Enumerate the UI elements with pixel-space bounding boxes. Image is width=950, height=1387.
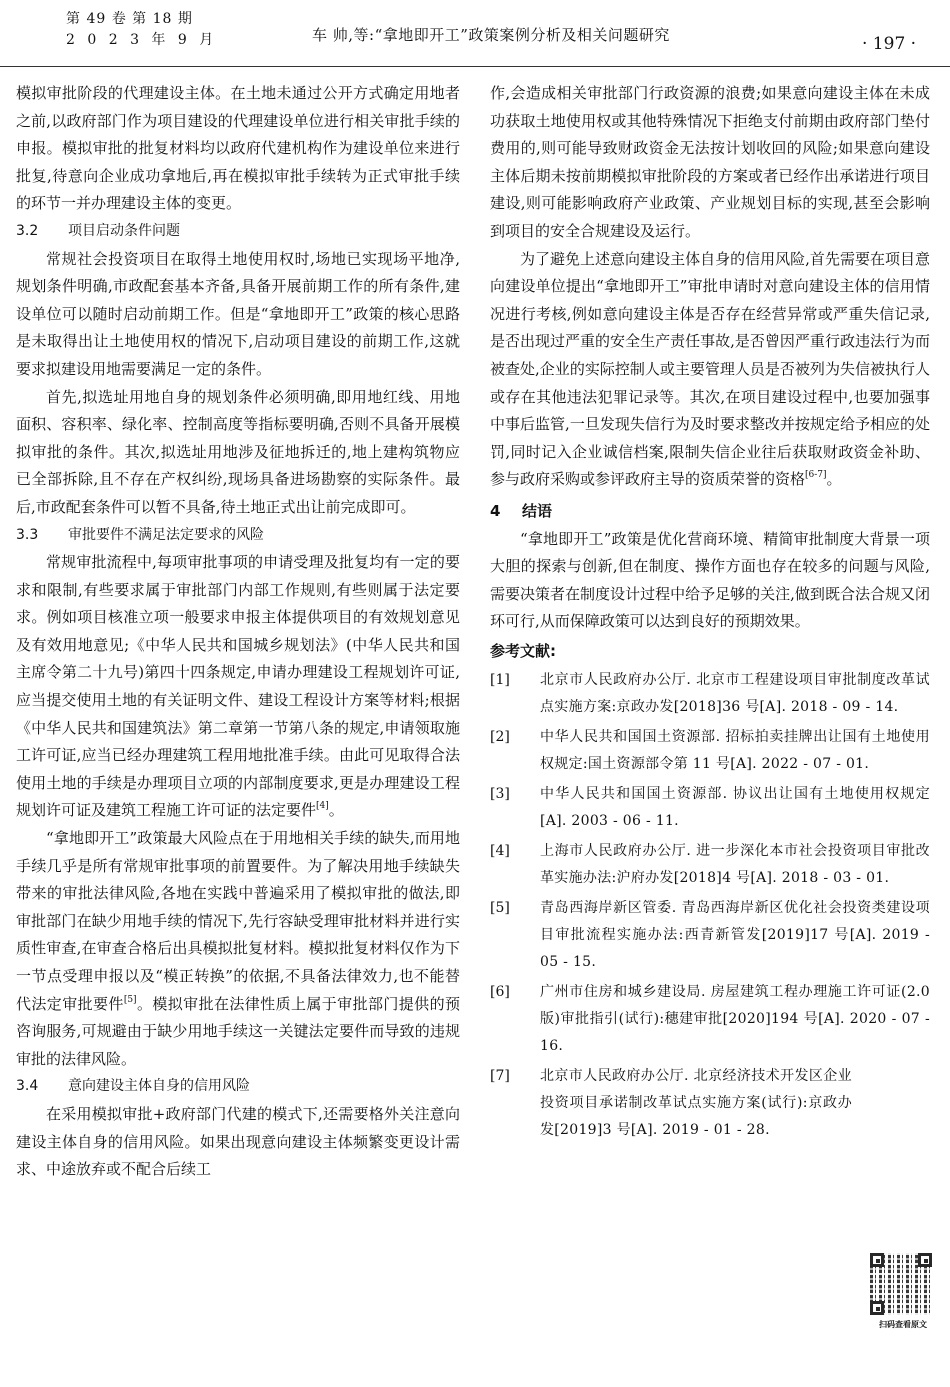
reference-item xyxy=(490,1063,930,1144)
section-heading-3-3 xyxy=(16,522,460,550)
reference-text: 北京市人民政府办公厅. 北京市工程建设项目审批制度改革试点实施方案:京政办发[2018]36 号[A]. 2018 - 09 - 14. xyxy=(540,672,930,716)
article-running-title: 车 帅,等:“拿地即开工”政策案例分析及相关问题研究 xyxy=(312,26,670,44)
reference-number: [6] xyxy=(490,984,510,1001)
paragraph-end: 。 xyxy=(328,801,344,820)
citation[interactable]: [4] xyxy=(316,801,329,812)
paragraph-text: “拿地即开工”政策最大风险点在于用地相关手续的缺失,而用地手续几乎是所有常规审批事项的前置要件。为了解决用地手续缺失带来的审批法律风险,各地在实践中普遍采用了模拟审批的做法,即审批部门在缺少用地手续的情况下,先行容缺受理审批材料并进行实质性审查,在审查合格后出具模拟批复材料。模拟批复材料仅作为下一节点受理申报以及“模正转换”的依据,不具备法律效力,也不能替代法定审批要件 xyxy=(16,829,460,1013)
reference-number: [1] xyxy=(490,672,510,689)
paragraph: 在采用模拟审批+政府部门代建的模式下,还需要格外关注意向建设主体自身的信用风险。如果出现意向建设主体频繁变更设计需求、中途放弃或不配合后续工 xyxy=(16,1104,460,1179)
qr-finder-pattern xyxy=(918,1253,932,1267)
reference-number: [3] xyxy=(490,786,510,803)
paragraph xyxy=(16,825,460,1073)
paragraph-end: 。 xyxy=(826,470,842,489)
running-header xyxy=(0,0,950,67)
journal-volume: 第 49 卷 第 18 期 xyxy=(66,11,193,27)
section-title: 结语 xyxy=(522,501,553,520)
paragraph-text: 为了避免上述意向建设主体自身的信用风险,首先需要在项目意向建设单位提出“拿地即开工”审批申请时对意向建设主体的信用情况进行考核,例如意向建设主体是否存在经营异常或严重失信记录,是否出现过严重的安全生产责任事故,是否曾因严重行政违法行为而被查处,企业的实际控制人或主要管理人员是否被列为失信被执行人或存在其他违法犯罪记录等。其次,在项目建设过程中,也要加强事中事后监管,一旦发现失信行为及时要求整改并按规定给予相应的处罚,同时记入企业诚信档案,限制失信企业往后获取财政资金补助、参与政府采购或参评政府主导的资质荣誉的资格 xyxy=(490,249,930,489)
section-heading-3-4 xyxy=(16,1073,460,1101)
left-column xyxy=(16,80,460,1184)
right-column xyxy=(490,80,930,1147)
reference-item xyxy=(490,724,930,778)
paragraph-text: 。模拟审批在法律性质上属于审批部门提供的预咨询服务,可规避由于缺少用地手续这一关键法定要件而导致的违规审批的法律风险。 xyxy=(16,994,460,1068)
reference-text: 北京市人民政府办公厅. 北京经济技术开发区企业投资项目承诺制改革试点实施方案(试行):京政办发[2019]3 号[A]. 2019 - 01 - 28. xyxy=(540,1068,852,1139)
reference-item xyxy=(490,838,930,892)
section-number: 3.3 xyxy=(16,526,39,543)
reference-item xyxy=(490,895,930,976)
citation[interactable]: [6-7] xyxy=(805,470,827,481)
paragraph: 作,会造成相关审批部门行政资源的浪费;如果意向建设主体在未成功获取土地使用权或其他特殊情况下拒绝支付前期由政府部门垫付费用的,则可能导致财政资金无法按计划收回的风险;如果意向建设主体后期未按前期模拟审批阶段的方案或者已经作出承诺进行项目建设,则可能影响政府产业政策、产业规划目标的实现,甚至会影响到项目的安全合规建设及运行。 xyxy=(490,84,930,240)
paragraph: 常规社会投资项目在取得土地使用权时,场地已实现场平地净,规划条件明确,市政配套基本齐备,具备开展前期工作的所有条件,建设单位可以随时启动前期工作。但是“拿地即开工”政策的核心思路是未取得出让土地使用权的情况下,启动项目建设的前期工作,这就要求拟建设用地需要满足一定的条件。 xyxy=(16,249,460,378)
reference-number: [7] xyxy=(490,1068,510,1085)
section-heading-3-2 xyxy=(16,218,460,246)
reference-item xyxy=(490,781,930,835)
section-number: 4 xyxy=(490,501,501,520)
paragraph: 首先,拟选址用地自身的规划条件必须明确,即用地红线、用地面积、容积率、绿化率、控制高度等指标要明确,否则不具备开展模拟审批的条件。其次,拟选址用地涉及征地拆迁的,地上建构筑物应已全部拆除,且不存在产权纠纷,现场具备进场勘察的实际条件。最后,市政配套条件可以暂不具备,待土地正式出让前完成即可。 xyxy=(16,387,460,516)
qr-finder-pattern xyxy=(870,1253,884,1267)
reference-number: [4] xyxy=(490,843,510,860)
page-number: · 197 · xyxy=(862,34,917,54)
qr-caption: 扫码查看原文 xyxy=(879,1320,927,1329)
citation[interactable]: [5] xyxy=(123,994,137,1005)
section-title: 审批要件不满足法定要求的风险 xyxy=(68,526,264,543)
reference-number: [2] xyxy=(490,729,510,746)
reference-item xyxy=(490,979,930,1060)
journal-date: 2 0 2 3 年 9 月 xyxy=(66,32,218,48)
paragraph-text: 常规审批流程中,每项审批事项的申请受理及批复均有一定的要求和限制,有些要求属于审批部门内部工作规则,有些则属于法定要求。例如项目核准立项一般要求申报主体提供项目的有效规划意见及有效用地意见;《中华人民共和国城乡规划法》(中华人民共和国主席令第二十九号)第四十四条规定,申请办理建设工程规划许可证,应当提交使用土地的有关证明文件、建设工程设计方案等材料;根据《中华人民共和国建筑法》第二章第一节第八条的规定,申请领取施工许可证,应当已经办理建筑工程用地批准手续。由此可见取得合法使用土地的手续是办理项目立项的内部制度要求,更是办理建设工程规划许可证及建筑工程施工许可证的法定要件 xyxy=(16,553,460,820)
reference-list xyxy=(490,667,930,1144)
reference-text: 上海市人民政府办公厅. 进一步深化本市社会投资项目审批改革实施办法:沪府办发[2018]4 号[A]. 2018 - 03 - 01. xyxy=(540,843,930,887)
section-number: 3.4 xyxy=(16,1078,39,1095)
reference-text: 中华人民共和国国土资源部. 招标拍卖挂牌出让国有土地使用权规定:国土资源部令第 11 号[A]. 2022 - 07 - 01. xyxy=(540,729,930,773)
paragraph xyxy=(490,246,930,494)
reference-text: 青岛西海岸新区管委. 青岛西海岸新区优化社会投资类建设项目审批流程实施办法:西青新管发[2019]17 号[A]. 2019 - 05 - 15. xyxy=(540,900,930,971)
reference-item xyxy=(490,667,930,721)
section-heading-4 xyxy=(490,498,930,526)
section-title: 项目启动条件问题 xyxy=(68,222,180,239)
paragraph: “拿地即开工”政策是优化营商环境、精简审批制度大背景一项大胆的探索与创新,但在制度、操作方面也存在较多的问题与风险,需要决策者在制度设计过程中给予足够的关注,做到既合法合规又闭环可行,从而保障政策可以达到良好的预期效果。 xyxy=(490,529,930,631)
paragraph: 模拟审批阶段的代理建设主体。在土地未通过公开方式确定用地者之前,以政府部门作为项目建设的代理建设单位进行相关审批手续的申报。模拟审批的批复材料均以政府代建机构作为建设单位来进行批复,待意向企业成功拿地后,再在模拟审批手续转为正式审批手续的环节一并办理建设主体的变更。 xyxy=(16,84,460,213)
section-title: 意向建设主体自身的信用风险 xyxy=(68,1078,250,1095)
reference-text: 广州市住房和城乡建设局. 房屋建筑工程办理施工许可证(2.0 版)审批指引(试行):穗建审批[2020]194 号[A]. 2020 - 07 - 16. xyxy=(540,984,930,1055)
reference-text: 中华人民共和国国土资源部. 协议出让国有土地使用权规定[A]. 2003 - 06 - 11. xyxy=(540,786,930,830)
references-heading: 参考文献: xyxy=(490,641,556,660)
paragraph xyxy=(16,549,460,825)
qr-finder-pattern xyxy=(870,1301,884,1315)
qr-code[interactable] xyxy=(870,1253,932,1315)
reference-number: [5] xyxy=(490,900,510,917)
section-number: 3.2 xyxy=(16,222,39,239)
